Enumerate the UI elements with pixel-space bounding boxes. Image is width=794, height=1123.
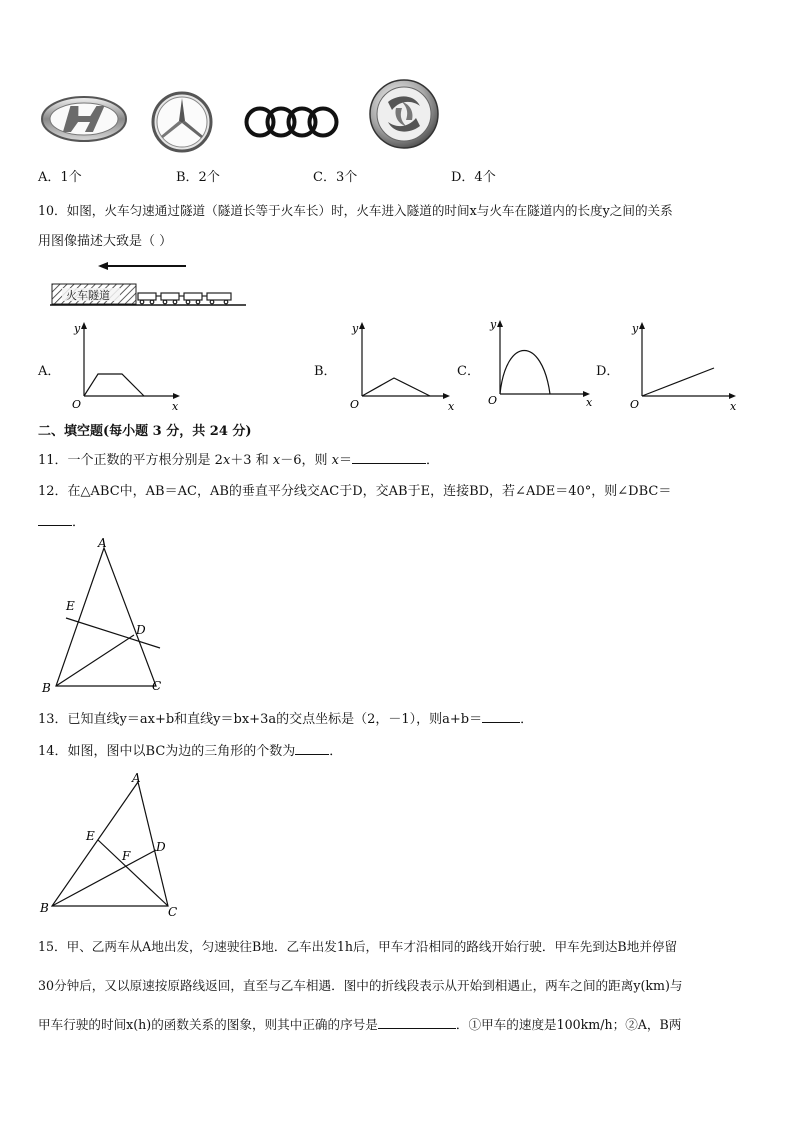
q15-text-line3: 甲车行驶的时间x(h)的函数关系的图象，则其中正确的序号是 ．①甲车的速度是100km/h；②A，B两	[38, 1017, 682, 1032]
audi-logo	[242, 104, 340, 140]
label-c: C	[152, 679, 162, 693]
label-d: D	[156, 840, 166, 854]
q9-option-c: C．3个	[313, 170, 358, 185]
q13-answer-blank[interactable]	[482, 710, 520, 723]
triangle-abc	[56, 548, 156, 686]
q15-text-line2: 30分钟后，又以原速按原路线返回，直至与乙车相遇．图中的折线段表示从开始到相遇止，两车之间的距离y(km)与	[38, 978, 683, 993]
q10-option-d: D．	[596, 364, 620, 379]
q12-answer-blank[interactable]	[38, 513, 72, 526]
graph-d-x-label: x	[730, 400, 737, 410]
segment-be	[52, 850, 156, 906]
train-icon	[138, 293, 231, 304]
q10-option-a: A．	[38, 364, 61, 379]
q13-text: 13．已知直线y＝ax+b和直线y＝bx+3a的交点坐标是（2，－1），则a+b＝ ．	[38, 712, 534, 727]
q10-text-line1: 10．如图，火车匀速通过隧道（隧道长等于火车长）时，火车进入隧道的时间x与火车在隧道内的长度y之间的关系	[38, 203, 673, 218]
graph-c-x-label: x	[586, 396, 593, 409]
q11-mid1: ＋3 和	[230, 453, 273, 468]
q10-text-line2: 用图像描述大致是（ ）	[38, 234, 173, 249]
q11-pre: 11．一个正数的平方根分别是 2	[38, 453, 223, 468]
q14-text: 14．如图，图中以BC为边的三角形的个数为 ．	[38, 744, 343, 759]
label-b: B	[40, 901, 49, 915]
graph-d-y-label: y	[632, 322, 639, 335]
triangle-abc	[52, 782, 168, 906]
graph-b-y-label: y	[352, 322, 359, 335]
graph-d-origin: O	[630, 398, 640, 410]
label-d: D	[136, 623, 146, 637]
q15-text-line1: 15．甲、乙两车从A地出发，匀速驶往B地．乙车出发1h后，甲车才沿相同的路线开始行驶．甲车先到达B地并停留	[38, 939, 678, 954]
q12-triangle-figure	[38, 536, 168, 696]
graph-c	[478, 314, 602, 410]
q15-answer-blank[interactable]	[378, 1016, 456, 1029]
q9-option-a: A．1个	[38, 170, 82, 185]
q14-triangle-figure	[36, 770, 186, 920]
graph-b	[342, 318, 466, 410]
q11-var-x3: x	[331, 453, 339, 468]
graph-b-x-label: x	[448, 400, 455, 410]
q9-option-b: B．2个	[176, 170, 220, 185]
tunnel-train-figure	[36, 258, 250, 310]
graph-b-line	[362, 378, 430, 396]
q11-answer-blank[interactable]	[352, 451, 426, 464]
q14-answer-blank[interactable]	[295, 742, 329, 755]
tunnel-label: 火车隧道	[66, 289, 110, 302]
label-e: E	[66, 599, 75, 613]
section-heading: 二、填空题(每小题 3 分，共 24 分)	[38, 424, 252, 439]
graph-b-origin: O	[350, 398, 360, 410]
label-a: A	[132, 771, 141, 785]
label-f: F	[122, 849, 131, 863]
graph-a-y-label: y	[74, 322, 81, 335]
q10-option-b: B．	[314, 364, 337, 379]
graph-d-line	[642, 368, 714, 396]
q12-text: 12．在△ABC中，AB＝AC，AB的垂直平分线交AC于D，交AB于E，连接BD，若∠ADE＝40°，则∠DBC＝	[38, 484, 672, 499]
q9-option-d: D．4个	[451, 170, 496, 185]
q11-post: ＝	[338, 453, 352, 468]
graph-c-curve	[500, 351, 550, 395]
graph-c-y-label: y	[490, 318, 497, 331]
bisector-line	[66, 618, 160, 648]
q11-var-x2: x	[272, 453, 281, 468]
q10-option-c: C．	[457, 364, 480, 379]
q12-answer-line: ．	[38, 511, 85, 530]
graph-c-origin: O	[488, 394, 498, 407]
segment-bd	[56, 635, 134, 686]
label-c: C	[168, 905, 178, 919]
q11-mid2: －6，则	[280, 453, 332, 468]
dongfeng-logo	[368, 78, 440, 150]
graph-a-x-label: x	[172, 400, 179, 410]
label-a: A	[98, 536, 107, 550]
q11-text: 11．一个正数的平方根分别是 2x＋3 和 x－6，则 x＝ ．	[38, 453, 439, 468]
graph-a-line	[84, 374, 144, 396]
graph-d	[622, 318, 746, 410]
label-b: B	[42, 681, 51, 695]
mercedes-logo	[150, 90, 214, 154]
graph-a-origin: O	[72, 398, 82, 410]
hyundai-logo	[40, 94, 128, 144]
graph-a	[64, 318, 188, 410]
label-e: E	[86, 829, 95, 843]
q11-var-x1: x	[222, 453, 231, 468]
